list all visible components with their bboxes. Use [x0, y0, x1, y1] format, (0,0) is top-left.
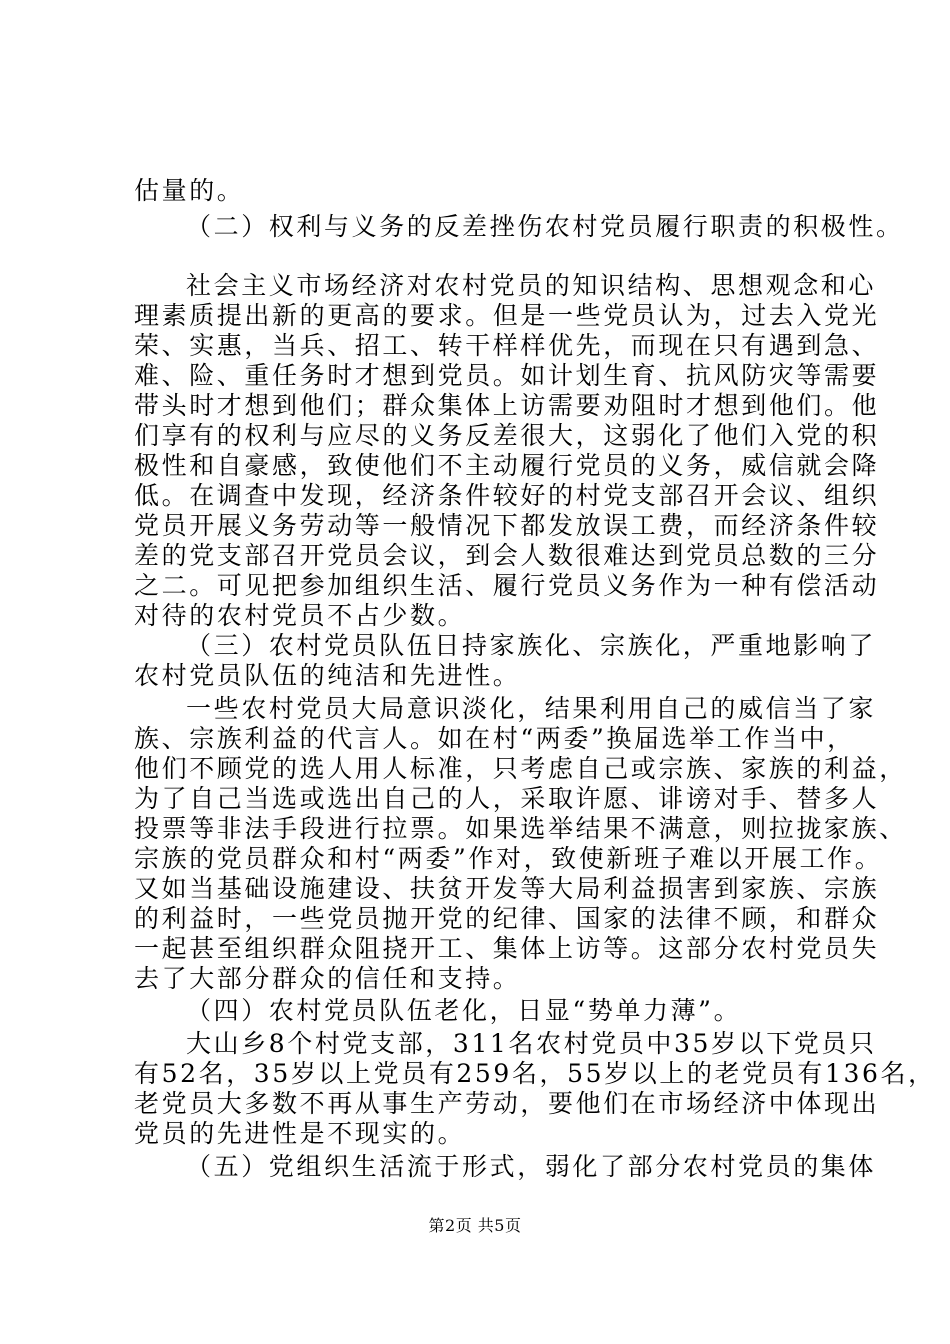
text-line: 一起甚至组织群众阻挠开工、集体上访等。这部分农村党员失: [134, 934, 880, 963]
page-footer: 第2页 共5页: [428, 1216, 522, 1235]
text-line: 的利益时，一些党员抛开党的纪律、国家的法律不顾，和群众: [134, 904, 880, 933]
section-heading: （四）农村党员队伍老化，日显“势单力薄”。: [186, 996, 742, 1025]
text-line: 极性和自豪感，致使他们不主动履行党员的义务，威信就会降: [134, 451, 880, 480]
text-line: 们享有的权利与应尽的义务反差很大，这弱化了他们入党的积: [134, 421, 880, 450]
section-heading: （三）农村党员队伍日持家族化、宗族化，严重地影响了: [186, 631, 877, 660]
section-heading: （二）权利与义务的反差挫伤农村党员履行职责的积极性。: [186, 212, 904, 241]
text-line: 宗族的党员群众和村“两委”作对，致使新班子难以开展工作。: [134, 844, 883, 873]
text-line: 有52名，35岁以上党员有259名，55岁以上的老党员有136名，: [134, 1059, 936, 1088]
text-line: 大山乡8个村党支部，311名农村党员中35岁以下党员只: [186, 1029, 877, 1058]
text-line: 去了大部分群众的信任和支持。: [134, 964, 521, 993]
text-line: 又如当基础设施建设、扶贫开发等大局利益损害到家族、宗族: [134, 874, 880, 903]
text-line: 对待的农村党员不占少数。: [134, 601, 466, 630]
text-line: 投票等非法手段进行拉票。如果选举结果不满意，则拉拢家族、: [134, 814, 907, 843]
text-line: 社会主义市场经济对农村党员的知识结构、思想观念和心: [186, 271, 877, 300]
section-heading: （五）党组织生活流于形式，弱化了部分农村党员的集体: [186, 1152, 877, 1181]
text-line: 一些农村党员大局意识淡化，结果利用自己的威信当了家: [186, 694, 877, 723]
section-heading: 农村党员队伍的纯洁和先进性。: [134, 661, 521, 690]
text-line: 估量的。: [134, 176, 245, 205]
text-line: 难、险、重任务时才想到党员。如计划生育、抗风防灾等需要: [134, 361, 880, 390]
text-line: 低。在调查中发现，经济条件较好的村党支部召开会议、组织: [134, 481, 880, 510]
text-line: 族、宗族利益的代言人。如在村“两委”换届选举工作当中，: [134, 724, 855, 753]
text-line: 老党员大多数不再从事生产劳动，要他们在市场经济中体现出: [134, 1089, 880, 1118]
text-line: 为了自己当选或选出自己的人，采取许愿、诽谤对手、替多人: [134, 784, 880, 813]
text-line: 党员开展义务劳动等一般情况下都发放误工费，而经济条件较: [134, 511, 880, 540]
text-line: 之二。可见把参加组织生活、履行党员义务作为一种有偿活动: [134, 571, 880, 600]
text-line: 差的党支部召开党员会议，到会人数很难达到党员总数的三分: [134, 541, 880, 570]
text-line: 党员的先进性是不现实的。: [134, 1119, 466, 1148]
text-line: 理素质提出新的更高的要求。但是一些党员认为，过去入党光: [134, 301, 880, 330]
text-line: 他们不顾党的选人用人标准，只考虑自己或宗族、家族的利益，: [134, 754, 907, 783]
text-line: 带头时才想到他们；群众集体上访需要劝阻时才想到他们。他: [134, 391, 880, 420]
text-line: 荣、实惠，当兵、招工、转干样样优先，而现在只有遇到急、: [134, 331, 880, 360]
